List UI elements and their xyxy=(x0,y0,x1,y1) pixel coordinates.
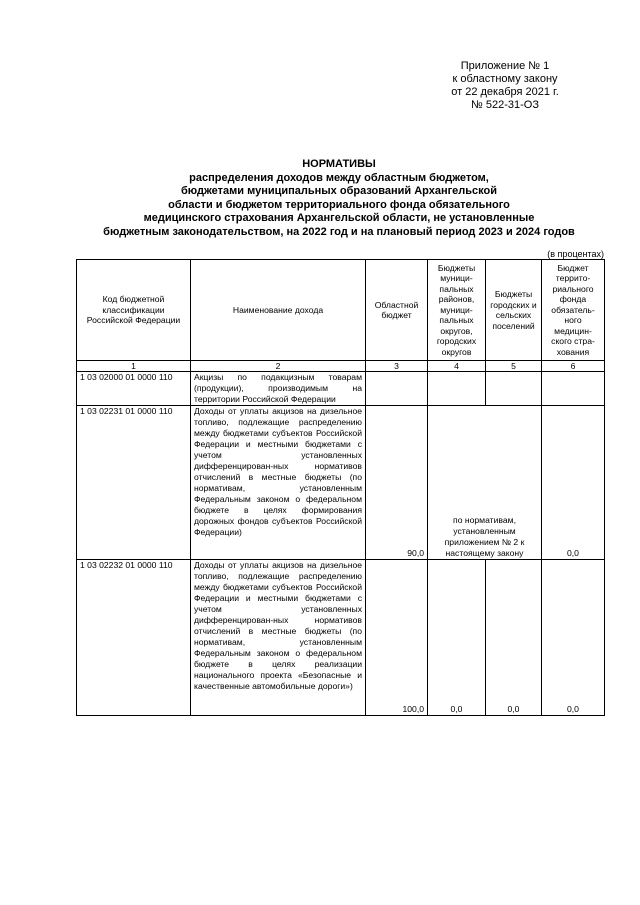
table-row xyxy=(77,372,605,406)
row-fund xyxy=(542,372,605,406)
row-code: 1 03 02000 01 0000 110 xyxy=(77,372,191,406)
row-name: Доходы от уплаты акцизов на дизельное топливо, подлежащие распределению между бюджетами субъектов Российской Федерации и местными бюджетами с учетом установленных дифференцирован-ных нормативов отчислений в местные бюджеты (по нормативам, установленным Федеральным законом о федеральном бюджете в целях формирования дорожных фондов субъектов Российской Федерации) xyxy=(191,406,366,560)
table-header-row xyxy=(77,260,605,361)
title-line: бюджетами муниципальных образований Архангельской xyxy=(180,185,498,197)
norms-table xyxy=(76,259,605,716)
title-line: бюджетным законодательством, на 2022 год и на плановый период 2023 и 2024 годов xyxy=(103,225,575,238)
row-regional: 100,0 xyxy=(366,560,428,716)
row-fund: 0,0 xyxy=(542,560,605,716)
column-number: 3 xyxy=(366,361,428,372)
column-number: 5 xyxy=(486,361,542,372)
header-municipal: Бюджеты муници-пальных районов, муници-пальных округов, городских округов xyxy=(428,260,486,361)
header-settlements: Бюджеты городских и сельских поселений xyxy=(486,260,542,361)
table-row xyxy=(77,406,605,560)
row-municipal xyxy=(428,372,486,406)
document-title xyxy=(74,158,604,239)
header-regional: Областной бюджет xyxy=(366,260,428,361)
units-note: (в процентах) xyxy=(547,249,604,259)
title-line: распределения доходов между областным бюджетом, xyxy=(189,171,489,184)
table-row xyxy=(77,560,605,716)
row-name: Доходы от уплаты акцизов на дизельное топливо, подлежащие распределению между бюджетами субъектов Российской Федерации и местными бюджетами с учетом установленных дифференцирован-ных нормативов отчислений в местные бюджеты (по нормативам, установленным Федеральным законом о федеральном бюджете в целях реализации национального проекта «Безопасные и качественные автомобильные дороги») xyxy=(191,560,366,716)
header-fund: Бюджет террито-риального фонда обязатель-ного медицин-ского стра-хования xyxy=(542,260,605,361)
column-number: 1 xyxy=(77,361,191,372)
row-code: 1 03 02232 01 0000 110 xyxy=(77,560,191,716)
title-line: медицинского страхования Архангельской области, не установленные xyxy=(143,212,535,224)
column-number: 6 xyxy=(542,361,605,372)
row-settlements: 0,0 xyxy=(486,560,542,716)
row-regional xyxy=(366,372,428,406)
title-line: области и бюджетом территориального фонда обязательного xyxy=(168,198,510,211)
row-settlements xyxy=(486,372,542,406)
column-number: 4 xyxy=(428,361,486,372)
appendix-reference xyxy=(440,60,570,112)
row-merged-municipal-settlements: по нормативам, установленным приложением № 2 к настоящему закону xyxy=(428,406,542,560)
appendix-line: № 522-31-ОЗ xyxy=(471,99,539,111)
row-regional: 90,0 xyxy=(366,406,428,560)
row-name: Акцизы по подакцизным товарам (продукции), производимым на территории Российской Федерации xyxy=(191,372,366,406)
column-number-row xyxy=(77,361,605,372)
appendix-line: к областному закону xyxy=(452,73,558,85)
row-municipal: 0,0 xyxy=(428,560,486,716)
column-number: 2 xyxy=(191,361,366,372)
header-name: Наименование дохода xyxy=(191,260,366,361)
appendix-line: от 22 декабря 2021 г. xyxy=(451,86,559,98)
row-code: 1 03 02231 01 0000 110 xyxy=(77,406,191,560)
appendix-line: Приложение № 1 xyxy=(460,60,550,72)
title-heading: НОРМАТИВЫ xyxy=(302,158,376,170)
header-code: Код бюджетной классификации Российской Федерации xyxy=(77,260,191,361)
row-fund: 0,0 xyxy=(542,406,605,560)
